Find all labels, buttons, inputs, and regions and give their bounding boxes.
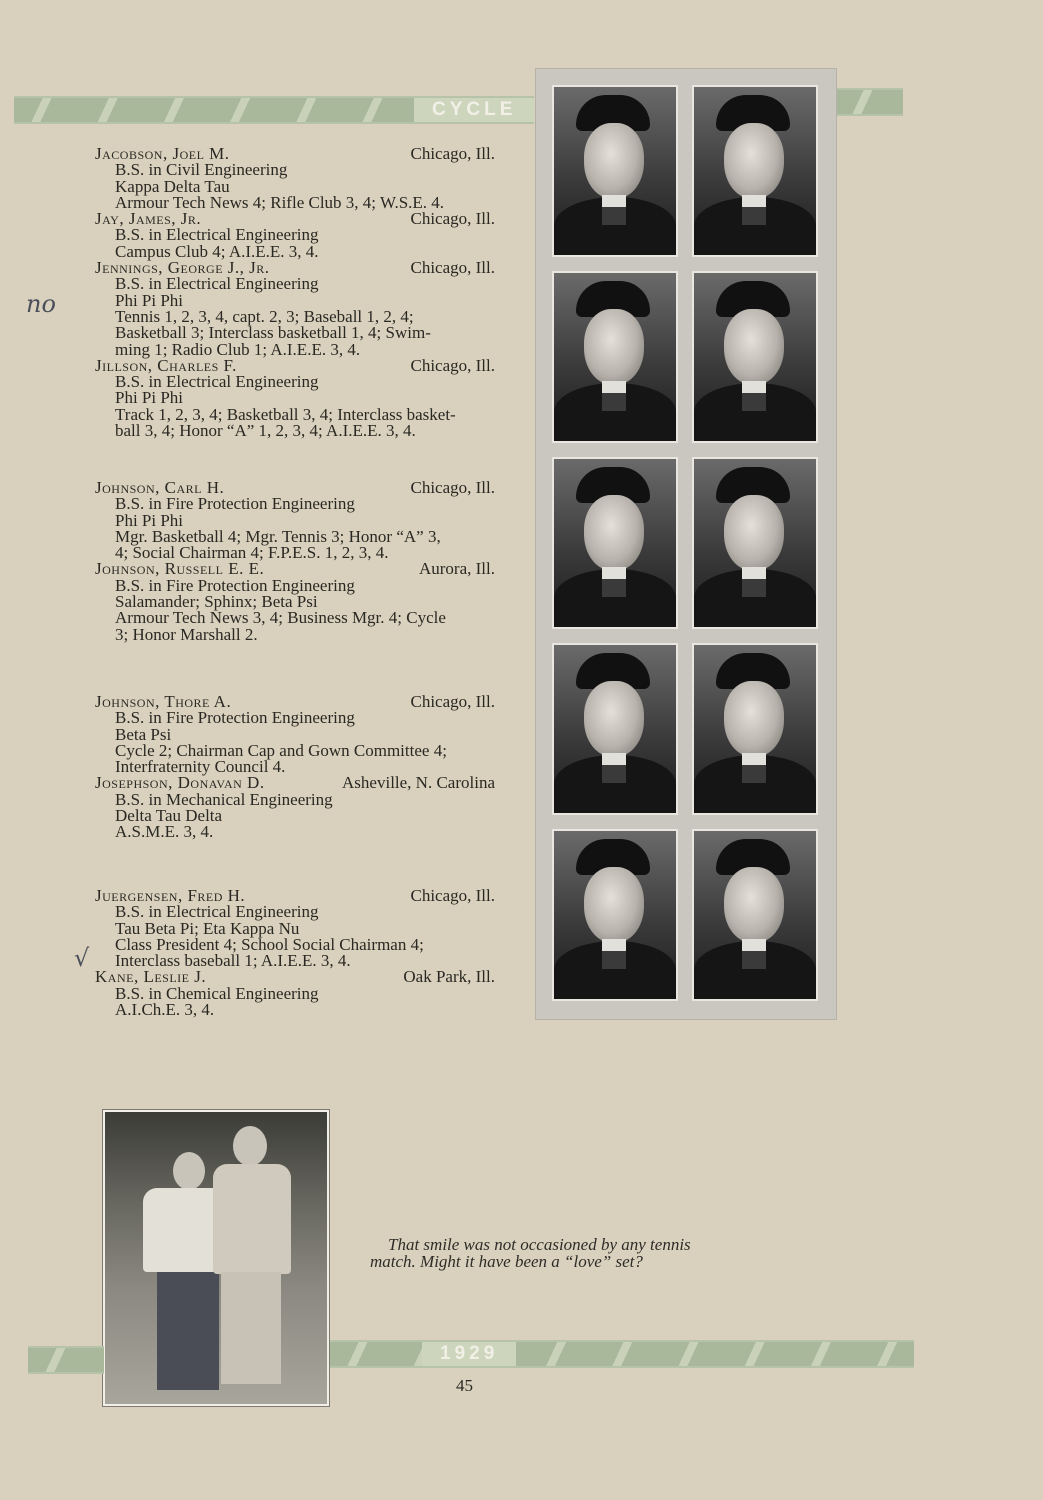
entry-detail-line: B.S. in Fire Protection Engineering <box>115 708 355 728</box>
header-cycle-label: CYCLE <box>414 98 534 122</box>
entry-detail-line: Interfraternity Council 4. <box>115 757 286 777</box>
header-ornament-band-right <box>835 88 903 116</box>
entry-detail-line: Beta Psi <box>115 724 172 744</box>
entry-detail-line: Salamander; Sphinx; Beta Psi <box>115 592 318 612</box>
entry-detail-line: B.S. in Electrical Engineering <box>115 225 319 245</box>
entry-name: Jillson, Charles F. <box>95 355 237 375</box>
senior-entry <box>95 260 495 358</box>
page-number: 45 <box>456 1376 473 1395</box>
entry-hometown: Oak Park, Ill. <box>403 967 495 987</box>
graduate-portrait <box>552 829 678 1001</box>
entry-detail-line: Basketball 3; Interclass basketball 1, 4; Swim- <box>115 323 431 343</box>
entry-group <box>95 694 495 874</box>
entry-name: Jennings, George J., Jr. <box>95 258 270 278</box>
portrait-collar <box>742 567 766 597</box>
senior-entry <box>95 480 495 561</box>
portrait-collar <box>602 381 626 411</box>
caption-line-1: That smile was not occasioned by any tennis <box>388 1235 691 1254</box>
portrait-face <box>724 123 784 199</box>
entry-detail-line: Phi Pi Phi <box>115 290 184 310</box>
entry-detail-line: ball 3, 4; Honor “A” 1, 2, 3, 4; A.I.E.E. 3, 4. <box>115 421 416 441</box>
entry-detail-line: Track 1, 2, 3, 4; Basketball 3, 4; Interclass basket- <box>115 404 456 424</box>
portrait-face <box>584 867 644 943</box>
graduate-portrait <box>692 643 818 815</box>
senior-entry <box>95 211 495 260</box>
entry-detail-line: Tennis 1, 2, 3, 4, capt. 2, 3; Baseball 1, 2, 4; <box>115 306 414 326</box>
graduate-portrait <box>552 643 678 815</box>
entry-hometown: Chicago, Ill. <box>410 258 495 278</box>
portrait-face <box>724 867 784 943</box>
entry-name: Johnson, Thore A. <box>95 692 232 711</box>
entry-detail-line: Tau Beta Pi; Eta Kappa Nu <box>115 918 300 938</box>
senior-entry <box>95 775 495 840</box>
entry-detail-line: Class President 4; School Social Chairman 4; <box>115 934 424 954</box>
entry-detail-line: Armour Tech News 4; Rifle Club 3, 4; W.S.E. 4. <box>115 192 445 212</box>
entry-group <box>95 480 495 680</box>
header-ornament-band <box>14 96 534 124</box>
entry-name: Johnson, Russell E. E. <box>95 559 265 579</box>
entry-hometown: Chicago, Ill. <box>410 209 495 229</box>
entry-detail-line: Interclass baseball 1; A.I.E.E. 3, 4. <box>115 951 351 971</box>
caption-line-2: match. Might it have been a “love” set? <box>370 1252 643 1271</box>
entry-hometown: Chicago, Ill. <box>410 355 495 375</box>
entry-detail-line: 3; Honor Marshall 2. <box>115 624 258 644</box>
footer-ornament-band-left <box>28 1346 104 1374</box>
entry-name: Juergensen, Fred H. <box>95 886 246 905</box>
entry-detail-line: B.S. in Fire Protection Engineering <box>115 575 355 595</box>
portrait-collar <box>602 939 626 969</box>
margin-check-mark: √ <box>74 944 90 972</box>
entry-detail-line: B.S. in Electrical Engineering <box>115 902 319 922</box>
entry-detail-line: B.S. in Electrical Engineering <box>115 372 319 392</box>
senior-entry <box>95 694 495 775</box>
entry-detail-line: B.S. in Chemical Engineering <box>115 983 319 1003</box>
entry-hometown: Chicago, Ill. <box>410 886 495 905</box>
footer-ornament-band <box>330 1340 914 1368</box>
entry-group <box>95 146 495 466</box>
portrait-face <box>724 309 784 385</box>
entry-detail-line: Mgr. Basketball 4; Mgr. Tennis 3; Honor “A” 3, <box>115 526 441 546</box>
portrait-strip <box>535 68 837 1020</box>
entry-detail-line: Phi Pi Phi <box>115 510 184 530</box>
entry-group <box>95 888 495 1018</box>
footer-year-label: 1929 <box>422 1342 516 1366</box>
portrait-face <box>584 123 644 199</box>
graduate-portrait <box>692 457 818 629</box>
entry-name: Kane, Leslie J. <box>95 967 207 987</box>
portrait-face <box>584 495 644 571</box>
graduate-portrait <box>692 271 818 443</box>
graduate-portrait <box>552 271 678 443</box>
portrait-collar <box>742 753 766 783</box>
senior-entry <box>95 355 495 441</box>
entry-detail-line: Delta Tau Delta <box>115 806 223 826</box>
portrait-face <box>584 309 644 385</box>
portrait-collar <box>742 939 766 969</box>
entry-hometown: Chicago, Ill. <box>410 692 495 711</box>
senior-entry <box>95 888 495 969</box>
senior-entry <box>95 146 495 211</box>
portrait-collar <box>742 195 766 225</box>
entry-detail-line: ming 1; Radio Club 1; A.I.E.E. 3, 4. <box>115 339 361 359</box>
entry-hometown: Aurora, Ill. <box>418 559 495 579</box>
portrait-face <box>724 681 784 757</box>
portrait-collar <box>602 567 626 597</box>
entry-detail-line: Campus Club 4; A.I.E.E. 3, 4. <box>115 241 319 261</box>
entry-name: Jacobson, Joel M. <box>95 144 230 163</box>
entry-detail-line: 4; Social Chairman 4; F.P.E.S. 1, 2, 3, 4. <box>115 543 389 563</box>
portrait-face <box>724 495 784 571</box>
entry-detail-line: A.S.M.E. 3, 4. <box>115 822 214 842</box>
senior-entry <box>95 969 495 1018</box>
entry-detail-line: Cycle 2; Chairman Cap and Gown Committee 4; <box>115 740 447 760</box>
entry-detail-line: Kappa Delta Tau <box>115 176 230 196</box>
graduate-portrait <box>552 457 678 629</box>
entry-detail-line: B.S. in Electrical Engineering <box>115 274 319 294</box>
entry-detail-line: B.S. in Civil Engineering <box>115 160 288 180</box>
entry-hometown: Chicago, Ill. <box>410 144 495 163</box>
margin-note-no: no <box>26 290 56 318</box>
senior-entries <box>95 146 495 1032</box>
portrait-face <box>584 681 644 757</box>
entry-name: Jay, James, Jr. <box>95 209 202 229</box>
entry-detail-line: Phi Pi Phi <box>115 388 184 408</box>
entry-hometown: Chicago, Ill. <box>410 478 495 497</box>
photo-caption <box>370 1236 770 1270</box>
entry-detail-line: A.I.Ch.E. 3, 4. <box>115 1000 215 1020</box>
portrait-collar <box>602 195 626 225</box>
graduate-portrait <box>692 85 818 257</box>
entry-name: Johnson, Carl H. <box>95 478 225 497</box>
entry-detail-line: B.S. in Fire Protection Engineering <box>115 494 355 514</box>
graduate-portrait <box>692 829 818 1001</box>
portrait-collar <box>602 753 626 783</box>
graduate-portrait <box>552 85 678 257</box>
senior-entry <box>95 561 495 642</box>
entry-detail-line: Armour Tech News 3, 4; Business Mgr. 4; Cycle <box>115 608 446 628</box>
entry-name: Josephson, Donavan D. <box>95 773 265 793</box>
portrait-collar <box>742 381 766 411</box>
entry-detail-line: B.S. in Mechanical Engineering <box>115 789 333 809</box>
snapshot-photo <box>103 1110 329 1406</box>
entry-hometown: Asheville, N. Carolina <box>342 773 495 793</box>
